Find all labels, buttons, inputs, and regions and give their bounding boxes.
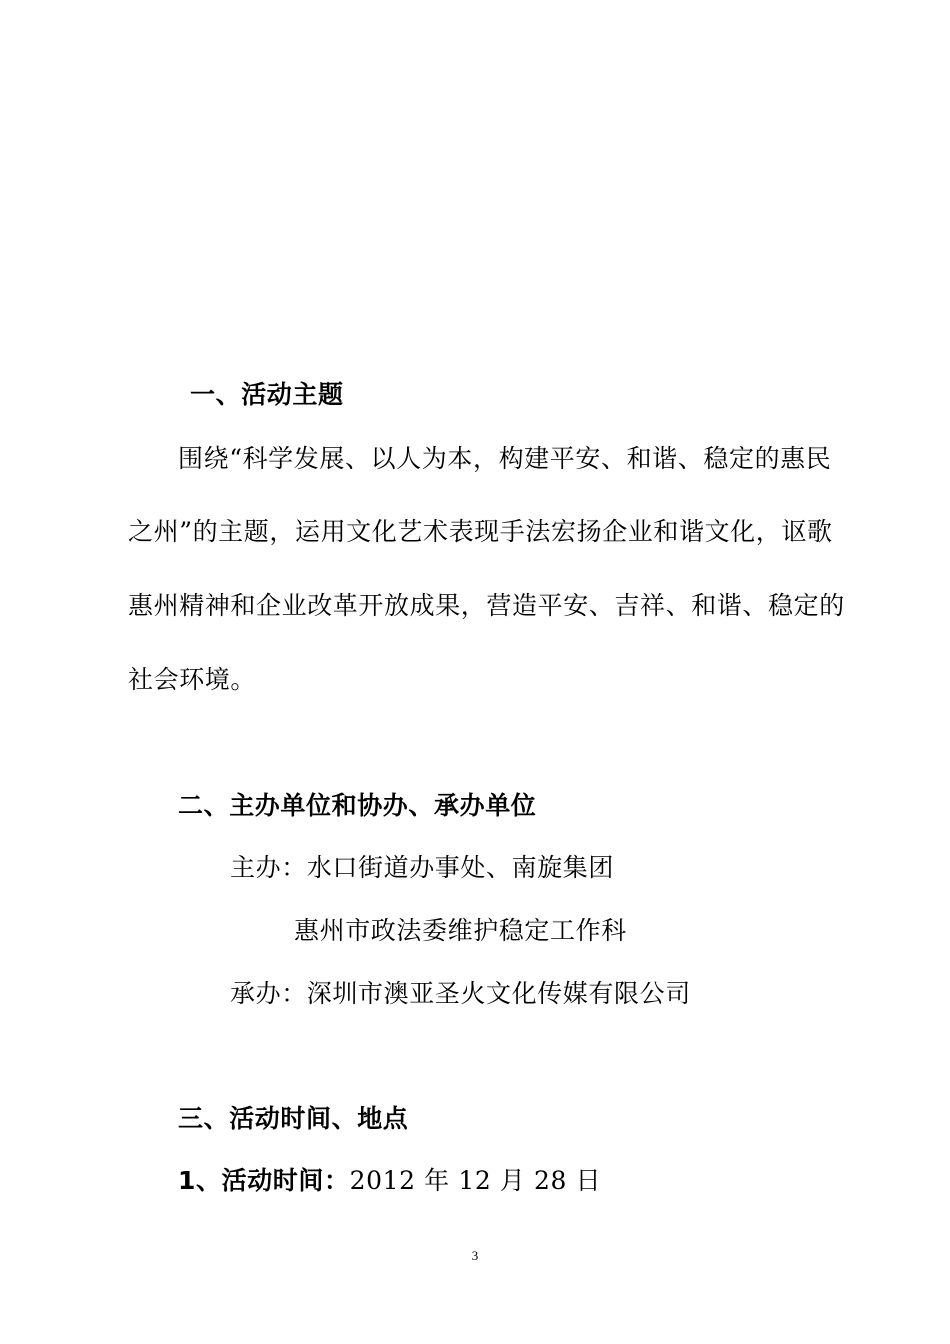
activity-time-label: 1、活动时间： <box>178 1166 350 1195</box>
organizer-line: 承办：深圳市澳亚圣火文化传媒有限公司 <box>230 979 691 1008</box>
page-number: 3 <box>471 1248 479 1263</box>
section1-paragraph-line-4: 社会环境。 <box>128 665 257 694</box>
section1-paragraph-line-1: 围绕“科学发展、以人为本，构建平安、和谐、稳定的惠民 <box>178 444 832 473</box>
host-line-2: 惠州市政法委维护稳定工作科 <box>294 916 627 945</box>
host-line: 主办：水口街道办事处、南旋集团 <box>230 853 615 882</box>
section2-heading: 二、主办单位和协办、承办单位 <box>178 791 537 820</box>
section1-paragraph-line-3: 惠州精神和企业改革开放成果，营造平安、吉祥、和谐、稳定的 <box>128 591 845 620</box>
activity-time-value: 2012 年 12 月 28 日 <box>349 1166 602 1195</box>
activity-time-line <box>178 1166 601 1196</box>
section1-paragraph-line-2: 之州”的主题，运用文化艺术表现手法宏扬企业和谐文化，讴歌 <box>128 517 833 546</box>
section1-heading: 一、活动主题 <box>190 380 344 409</box>
section3-heading: 三、活动时间、地点 <box>178 1104 409 1133</box>
